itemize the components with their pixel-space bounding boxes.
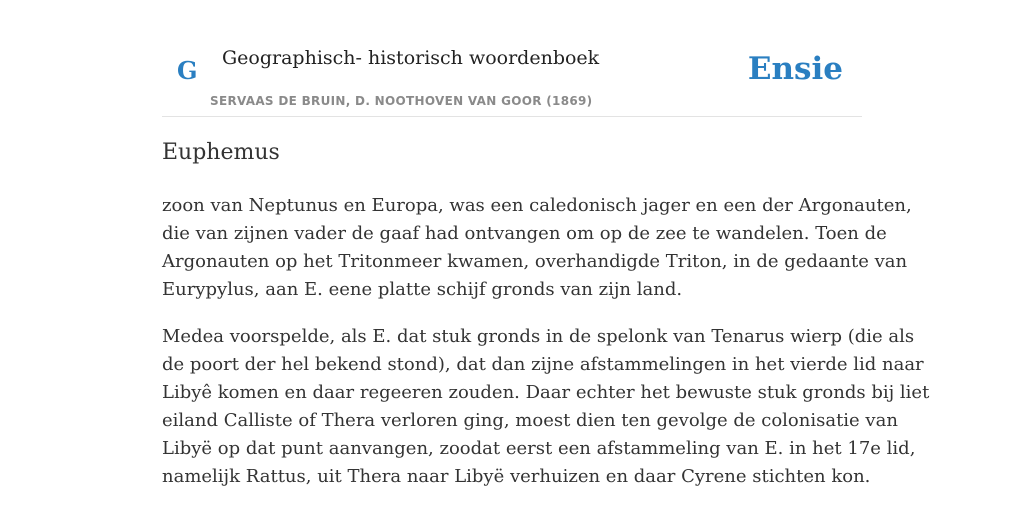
- text-line: die van zijnen vader de gaaf had ontvangen om op de zee te wandelen. Toen de: [162, 223, 887, 244]
- entry-paragraph: [162, 323, 930, 491]
- text-line: zoon van Neptunus en Europa, was een caledonisch jager en een der Argonauten,: [162, 195, 912, 216]
- text-line: Eurypylus, aan E. eene platte schijf gronds van zijn land.: [162, 279, 683, 300]
- entry-paragraph: [162, 192, 912, 304]
- book-header: [162, 30, 862, 117]
- text-line: namelijk Rattus, uit Thera naar Libyë verhuizen en daar Cyrene stichten kon.: [162, 466, 871, 487]
- brand-logo[interactable]: Ensie: [747, 51, 843, 87]
- book-author: SERVAAS DE BRUIN, D. NOOTHOVEN VAN GOOR (1869): [210, 94, 593, 108]
- entry-title: Euphemus: [162, 140, 280, 165]
- text-line: Libyë op dat punt aanvangen, zoodat eerst een afstammeling van E. in het 17e lid,: [162, 438, 916, 459]
- book-letter-badge: G: [177, 56, 198, 85]
- entry-body: [162, 192, 930, 510]
- text-line: eiland Calliste of Thera verloren ging, moest dien ten gevolge de colonisatie van: [162, 410, 898, 431]
- text-line: Argonauten op het Tritonmeer kwamen, overhandigde Triton, in de gedaante van: [162, 251, 908, 272]
- text-line: Libyê komen en daar regeeren zouden. Daar echter het bewuste stuk gronds bij liet: [162, 382, 930, 403]
- text-line: Medea voorspelde, als E. dat stuk gronds in de spelonk van Tenarus wierp (die als: [162, 326, 915, 347]
- book-title[interactable]: Geographisch- historisch woordenboek: [222, 47, 600, 69]
- text-line: de poort der hel bekend stond), dat dan zijne afstammelingen in het vierde lid naar: [162, 354, 924, 375]
